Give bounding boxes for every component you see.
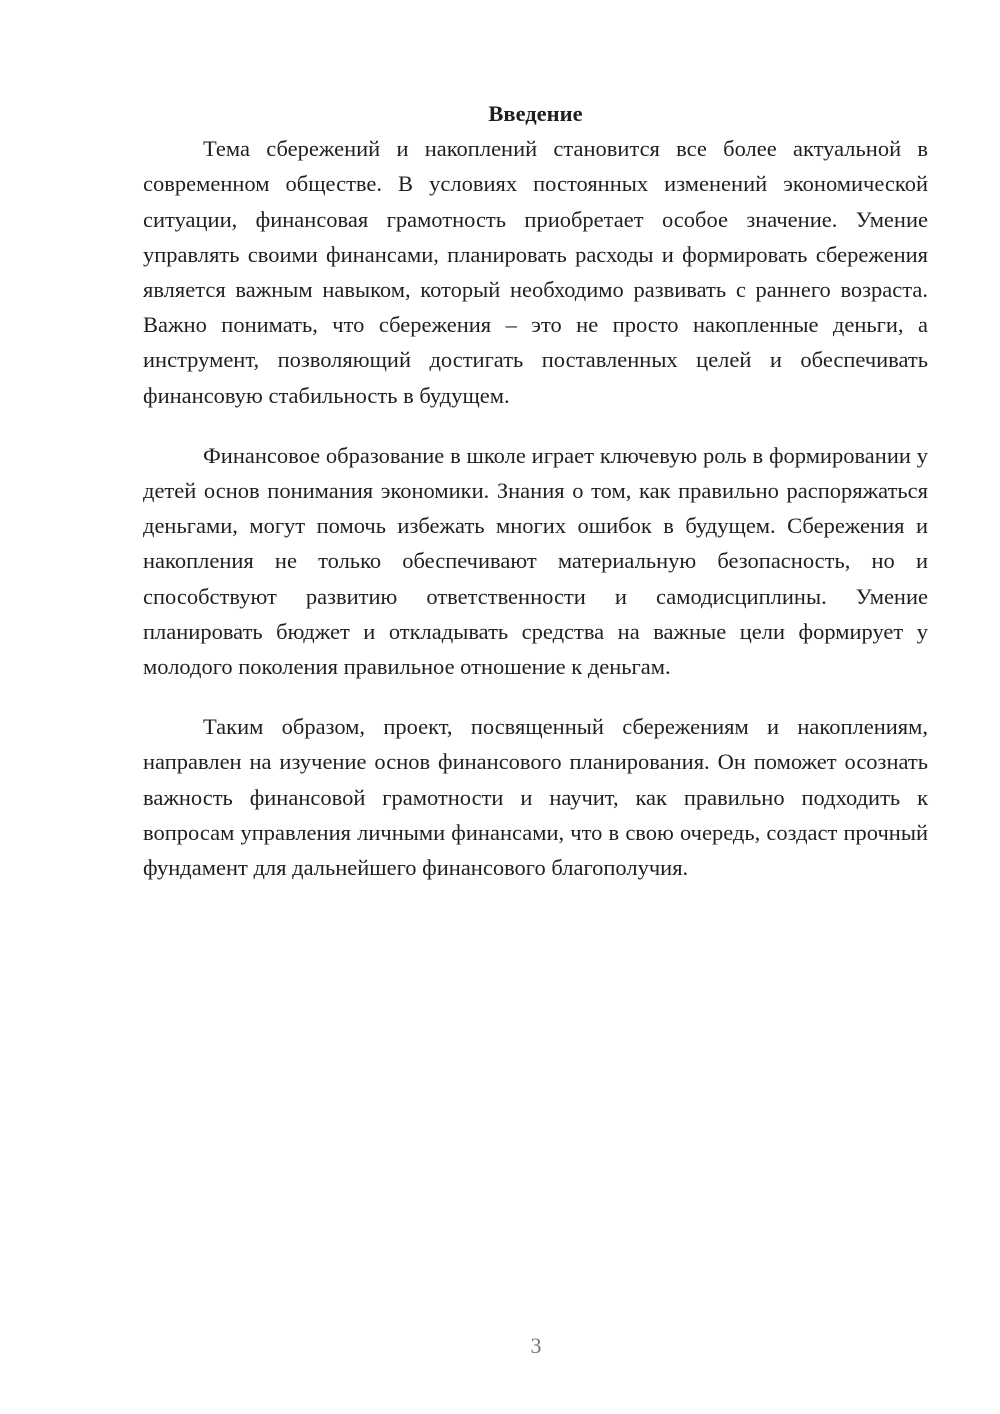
document-body bbox=[143, 96, 928, 885]
paragraph-3: Таким образом, проект, посвященный сбережениям и накоплениям, направлен на изучение основ финансового планирования. Он поможет осознать важность финансовой грамотности и научит, как правильно подходить к вопросам управления личными финансами, что в свою очередь, создаст прочный фундамент для дальнейшего финансового благополучия. bbox=[143, 714, 928, 881]
paragraph-1: Тема сбережений и накоплений становится все более актуальной в современном обществе. В условиях постоянных изменений экономической ситуации, финансовая грамотность приобретает особое значение. Умение управлять своими финансами, планировать расходы и формировать сбережения является важным навыком, который необходимо развивать с раннего возраста. Важно понимать, что сбережения – это не просто накопленные деньги, а инструмент, позволяющий достигать поставленных целей и обеспечивать финансовую стабильность в будущем. bbox=[143, 136, 928, 408]
paragraph-2: Финансовое образование в школе играет ключевую роль в формировании у детей основ понимания экономики. Знания о том, как правильно распоряжаться деньгами, могут помочь избежать многих ошибок в будущем. Сбережения и накопления не только обеспечивают материальную безопасность, но и способствуют развитию ответственности и самодисциплины. Умение планировать бюджет и откладывать средства на важные цели формирует у молодого поколения правильное отношение к деньгам. bbox=[143, 442, 928, 680]
section-title: Введение bbox=[488, 101, 583, 126]
page-number: 3 bbox=[530, 1333, 542, 1358]
